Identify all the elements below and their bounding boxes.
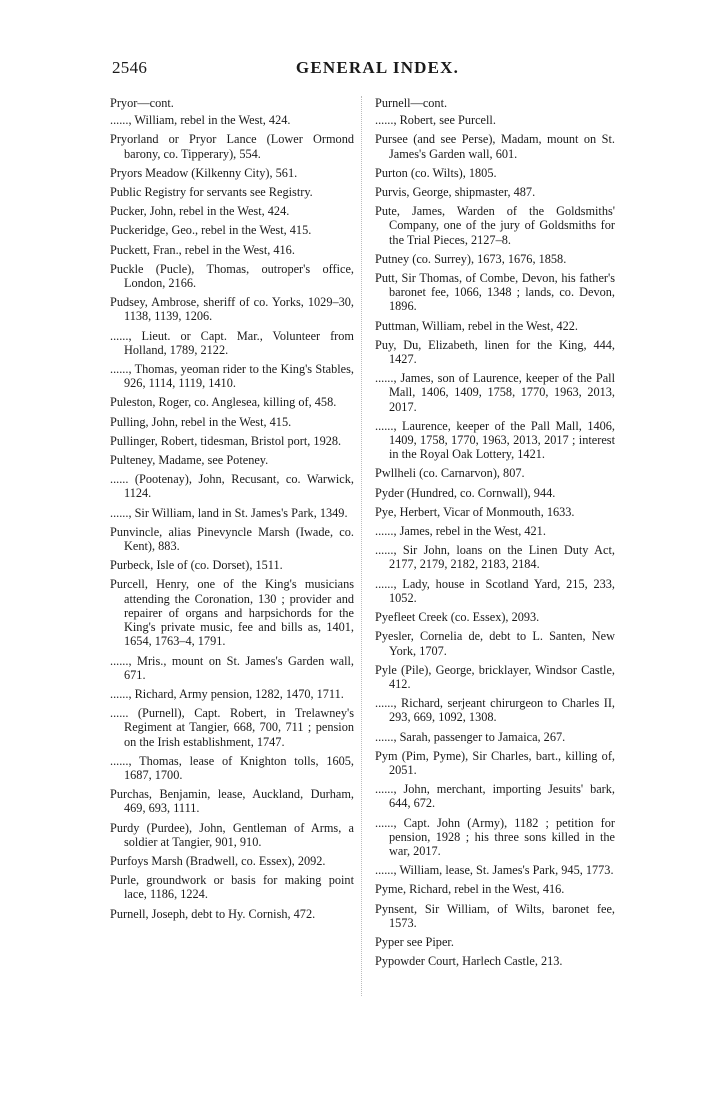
index-entry: ......, Lieut. or Capt. Mar., Volunteer from Holland, 1789, 2122. — [110, 328, 354, 357]
page-number: 2546 — [112, 58, 148, 77]
index-entry: Purcell, Henry, one of the King's musicians attending the Coronation, 130 ; provider and repairer of organs and harpsichords for the King's private music, fee and bills as, 1401, 1654, 1763–4, 1791. — [110, 577, 354, 649]
index-entry: Pryors Meadow (Kilkenny City), 561. — [110, 165, 298, 180]
index-entry: Purvis, George, shipmaster, 487. — [375, 185, 536, 200]
index-entry: Puy, Du, Elizabeth, linen for the King, 444, 1427. — [375, 337, 615, 367]
index-entry: Punvincle, alias Pinevyncle Marsh (Iwade, co. Kent), 883. — [110, 524, 354, 554]
index-entry: Pudsey, Ambrose, sheriff of co. Yorks, 1029–30, 1138, 1139, 1206. — [110, 295, 354, 324]
index-entry: ......, Thomas, lease of Knighton tolls, 1605, 1687, 1700. — [110, 753, 354, 782]
index-entry: Pwllheli (co. Carnarvon), 807. — [375, 466, 525, 481]
index-entry: Puckett, Fran., rebel in the West, 416. — [110, 242, 295, 257]
index-entry: Purton (co. Wilts), 1805. — [375, 165, 497, 180]
index-entry: Pucker, John, rebel in the West, 424. — [110, 204, 290, 219]
entry-list — [375, 113, 615, 968]
index-entry: ......, Lady, house in Scotland Yard, 215, 233, 1052. — [375, 576, 615, 605]
index-entry: ......, Mris., mount on St. James's Garden wall, 671. — [110, 653, 354, 682]
index-entry: Pyder (Hundred, co. Cornwall), 944. — [375, 485, 556, 500]
index-entry: ...... (Pootenay), John, Recusant, co. Warwick, 1124. — [110, 472, 354, 501]
index-entry: Pym (Pim, Pyme), Sir Charles, bart., killing of, 2051. — [375, 748, 615, 777]
index-entry: ......, James, son of Laurence, keeper of the Pall Mall, 1406, 1409, 1758, 1770, 1963, 2013, 2017. — [375, 371, 615, 414]
index-entry: Pyper see Piper. — [375, 934, 454, 949]
index-entry: Pulteney, Madame, see Poteney. — [110, 453, 269, 468]
running-title: GENERAL INDEX. — [295, 58, 460, 77]
index-entry: Pute, James, Warden of the Goldsmiths' Company, one of the jury of Goldsmiths for the Trial Pieces, 2127–8. — [375, 204, 615, 247]
index-entry: ......, Robert, see Purcell. — [375, 113, 496, 128]
index-entry: Purnell, Joseph, debt to Hy. Cornish, 472. — [110, 906, 316, 921]
index-entry: ......, Thomas, yeoman rider to the King's Stables, 926, 1114, 1119, 1410. — [110, 362, 354, 391]
index-entry: Pryorland or Pryor Lance (Lower Ormond barony, co. Tipperary), 554. — [110, 132, 354, 161]
index-entry: ...... (Purnell), Capt. Robert, in Trelawney's Regiment at Tangier, 668, 700, 711 ; pension on the Irish establishment, 1747. — [110, 706, 354, 749]
index-entry: Putney (co. Surrey), 1673, 1676, 1858. — [375, 251, 567, 266]
index-entry: Pyme, Richard, rebel in the West, 416. — [375, 882, 565, 897]
index-entry: ......, Richard, Army pension, 1282, 1470, 1711. — [110, 686, 344, 701]
index-entry: Putt, Sir Thomas, of Combe, Devon, his father's baronet fee, 1066, 1348 ; lands, co. Devon, 1896. — [375, 271, 615, 314]
continuation-heading: Pryor—cont. — [110, 96, 174, 110]
index-entry: Puleston, Roger, co. Anglesea, killing of, 458. — [110, 395, 337, 410]
index-entry: Pullinger, Robert, tidesman, Bristol port, 1928. — [110, 433, 342, 448]
index-entry: Public Registry for servants see Registry. — [110, 185, 313, 200]
index-entry: ......, Sir William, land in St. James's Park, 1349. — [110, 505, 348, 520]
index-entry: Puckeridge, Geo., rebel in the West, 415. — [110, 223, 312, 238]
index-entry: Pyle (Pile), George, bricklayer, Windsor Castle, 412. — [375, 662, 615, 691]
column-divider — [361, 96, 362, 996]
index-entry: Purbeck, Isle of (co. Dorset), 1511. — [110, 558, 283, 573]
right-column — [375, 96, 615, 973]
index-entry: ......, William, lease, St. James's Park, 945, 1773. — [375, 863, 614, 878]
index-entry: Pursee (and see Perse), Madam, mount on St. James's Garden wall, 601. — [375, 132, 615, 161]
index-entry: ......, Richard, serjeant chirurgeon to Charles II, 293, 669, 1092, 1308. — [375, 696, 615, 725]
index-entry: Pypowder Court, Harlech Castle, 213. — [375, 954, 563, 969]
left-column — [110, 96, 354, 926]
index-entry: Pye, Herbert, Vicar of Monmouth, 1633. — [375, 504, 575, 519]
index-entry: Puttman, William, rebel in the West, 422. — [375, 318, 578, 333]
index-entry: Pynsent, Sir William, of Wilts, baronet fee, 1573. — [375, 901, 615, 930]
index-entry: ......, Sir John, loans on the Linen Duty Act, 2177, 2179, 2182, 2183, 2184. — [375, 543, 615, 572]
index-entry: ......, James, rebel in the West, 421. — [375, 524, 546, 539]
index-entry: Purchas, Benjamin, lease, Auckland, Durham, 469, 693, 1111. — [110, 787, 354, 816]
page-header — [110, 58, 645, 88]
index-entry: Pyesler, Cornelia de, debt to L. Santen, New York, 1707. — [375, 629, 615, 658]
index-entry: ......, Sarah, passenger to Jamaica, 267. — [375, 729, 566, 744]
index-entry: ......, Capt. John (Army), 1182 ; petition for pension, 1928 ; his three sons killed in the war, 2017. — [375, 815, 615, 858]
index-entry: ......, Laurence, keeper of the Pall Mall, 1406, 1409, 1758, 1770, 1963, 2013, 2017 ; interest in the Royal Oak Lottery, 1421. — [375, 418, 615, 462]
index-entry: Pyefleet Creek (co. Essex), 2093. — [375, 610, 540, 625]
index-entry: Purle, groundwork or basis for making point lace, 1186, 1224. — [110, 873, 354, 902]
index-entry: ......, William, rebel in the West, 424. — [110, 113, 291, 128]
index-entry: Puckle (Pucle), Thomas, outroper's office, London, 2166. — [110, 261, 354, 291]
entry-list — [110, 113, 354, 921]
index-entry: Purdy (Purdee), John, Gentleman of Arms, a soldier at Tangier, 901, 910. — [110, 820, 354, 849]
index-entry: Pulling, John, rebel in the West, 415. — [110, 414, 292, 429]
continuation-heading: Purnell—cont. — [375, 96, 448, 110]
index-entry: ......, John, merchant, importing Jesuits' bark, 644, 672. — [375, 782, 615, 811]
index-entry: Purfoys Marsh (Bradwell, co. Essex), 2092. — [110, 853, 326, 868]
